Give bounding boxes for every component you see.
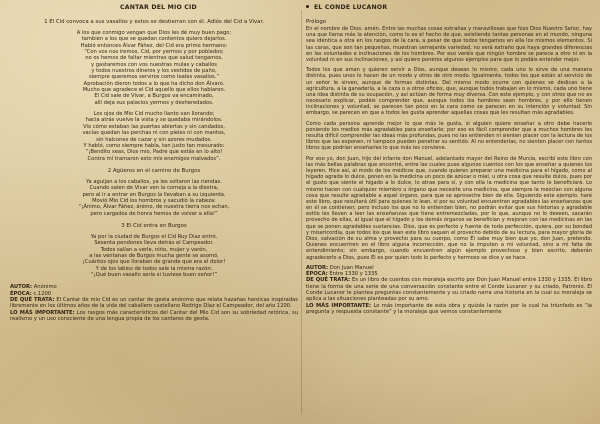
left-topic-line	[10, 297, 298, 310]
right-important-value: Lo más importante de esta obra y quizás la razón por la cual ha triunfado es “la pregunta y respuesta constante” y la moraleja que vemos constantemente	[306, 302, 592, 315]
right-epoch-label: ÉPOCA:	[306, 271, 328, 278]
verse-line: Habló entonces Álvar Fáñez, del Cid era primo hermano:	[80, 42, 228, 49]
verse-line: no os hemos de faltar mientras que salud tengamos,	[85, 55, 223, 62]
left-important-label: LO MÁS IMPORTANTE:	[10, 309, 75, 316]
verse-line: hacia atrás vuelve la vista y se quedaba mirándolos.	[85, 117, 223, 124]
right-topic-value: Es un libro de cuentos con moraleja escrito por Don Juan Manuel entre 1330 y 1335. El libro tiene la forma de una serie de una conversación constante entre el Conde Lucanor y su criado, Patronio. El Conde Lucanor le plantea preguntas constantemente y su criado narra una historia en la cual su moraleja se aplica a las situaciones planteadas por su amo.	[306, 277, 592, 303]
verse-line: Y de los labios de todos sale la misma razón:	[95, 265, 213, 272]
left-important-line	[10, 310, 298, 323]
verse-line: sin halcones de cazar y sin azores mudados.	[96, 136, 212, 143]
prologue-paragraph: Todos los que aman y quieren servir a Dios, aunque desean lo mismo, cada uno lo sirve de una manera distinta, pues unos lo hacen de un modo y otros de otro modo. Igualmente, todos los que están al servicio de un señor le sirven, aunque de formas distintas. Del mismo modo ocurre con quienes se dedican a la agricultura, a la ganadería, a la caza o a otros oficios, que, aunque todos trabajan en lo mismo, cada uno tiene una idea distinta de su ocupación, y así actúan de forma muy diversa. Con este ejemplo, y con otros que no es necesario explicar, podéis comprender que, aunque todos los hombres sean hombres, y por ello tienen inclinaciones y voluntad, se parecen tan poco en la cara como se parecen en su intención y voluntad. Sin embargo, se parecen en que a todos les gusta aprender aquellas cosas que les resultan más agradables.	[306, 67, 592, 117]
right-author-value: Don Juan Manuel	[329, 264, 374, 271]
right-column	[306, 4, 592, 420]
verse-line: Contra mí tramaron esto mis enemigos malvados”.	[87, 155, 221, 162]
left-metadata	[10, 284, 298, 322]
verse-line: Aprobación dieron todos a lo que ha dicho don Álvaro.	[83, 80, 225, 87]
verse-line: A los que conmigo vengan que Dios les dé muy buen pago;	[76, 30, 232, 36]
prologue-paragraph: En el nombre de Dios: amén. Entre las muchas cosas extrañas y maravillosas que hizo Dios Nuestro Señor, hay una que llama más la atención, como lo es el hecho de que, existiendo tantas personas en el mundo, ninguna sea idéntica a otra en los rasgos de la cara, a pesar de que todos tengamos en ella los mismos elementos. Si las caras, que son tan pequeñas, muestran semejante variedad, no será extraño que haya grandes diferencias en las voluntades e inclinaciones de los hombres. Por eso veréis que ningún hombre se parece a otro ni en la voluntad ni en sus inclinaciones, y así quiero poneros algunos ejemplos para que lo podáis entender mejor.	[306, 26, 592, 63]
verse-line: El Cid sale de Vivar, a Burgos va encaminado,	[94, 93, 214, 100]
verse-line: Vio cómo estaban las puertas abiertas y sin candados,	[83, 123, 225, 130]
left-topic-value: El Cantar de mio Cid es un cantar de gesta anónimo que relata hazañas heroicas inspiradas libremente en los últimos años de la vida del caballero castellano Rodrigo Díaz el Campeador, del año 1200.	[10, 296, 298, 310]
prologue-body	[306, 26, 592, 261]
verse-line: Los ojos de Mio Cid mucho llanto van llorando;	[93, 111, 215, 118]
right-important-label: LO MÁS IMPORTANTE:	[306, 302, 372, 309]
left-important-value: Los rasgos más característicos del Cantar del Mio Cid son su sobriedad retórica, su realismo y un uso consciente de una lengua propia de los cantares de gesta.	[10, 309, 298, 322]
prologue-label: Prólogo	[306, 19, 327, 25]
verse-line: pero al ir a entrar en Burgos la llevaban a su izquierda.	[82, 191, 226, 198]
right-column-title	[306, 4, 592, 11]
left-column-title: CANTAR DEL MIO CID	[120, 4, 197, 11]
verse-line: y gastaremos con vos nuestras mulas y caballos	[91, 61, 217, 68]
verse-line: “¡Qué buen vasallo sería si tuviese buen señor!”	[90, 272, 218, 278]
left-epoch-value: c.1200	[33, 290, 52, 297]
verse-block	[10, 30, 298, 162]
verse-line: Mucho que agradece el Cid aquello que ellos hablaron.	[82, 87, 226, 94]
bullet-icon	[306, 5, 309, 8]
verse-line: también a los que se quedan contentos quiero dejarlos.	[81, 36, 227, 43]
verse-block	[10, 234, 298, 278]
verse-line: “Con vos nos iremos, Cid, por yermos y por poblados;	[84, 49, 224, 56]
verse-line: ¡Cuántos ojos que lloraban de grande que era el dolor!	[82, 259, 226, 266]
right-epoch-value: Entre 1330 y 1335	[329, 271, 378, 278]
left-epoch-label: ÉPOCA:	[10, 290, 32, 297]
left-author-label: AUTOR:	[10, 284, 33, 291]
verse-line: Y habló, como siempre habla, tan justo tan mesurado:	[83, 142, 225, 149]
right-author-label: AUTOR:	[306, 264, 329, 271]
verse-block	[10, 179, 298, 217]
verse-line: siempre queremos serviros como leales vasallos.”	[88, 74, 220, 81]
verse-line: Todos salían a verle, niño, mujer y varón,	[100, 246, 208, 253]
verse-line: allí deja sus palacios yermos y desheredados.	[94, 99, 214, 106]
prologue-paragraph: Por eso yo, don Juan, hijo del infante don Manuel, adelantado mayor del Reino de Murcia, escribí este libro con las más bellas palabras que encontré, entre las cuales puse algunos cuentos con los que enseñar a quienes los leyeren. Hice así, al modo de los médicos que, cuando quieren preparar una medicina para el hígado, como al hígado agrada lo dulce, ponen en la medicina un poco de azúcar o miel, u otra cosa que resulte dulce, pues por el gusto que siente el hígado a lo dulce, lo atrae para sí, y con ella la medicina que tanto le beneficiará. Lo mismo hacen con cualquier miembro u órgano que necesite una medicina, que siempre la mezclan con alguna cosa que resulte agradable a aquel órgano, para que se aproveche bien de ella. Siguiendo este ejemplo, haré este libro, que resultará útil para quienes lo lean, si por su voluntad encuentran agradables las enseñanzas que en él se contienen; pero incluso los que no lo entiendan bien, no podrán evitar que sus historias y agradable estilo les lleven a leer las enseñanzas que tiene entremezcladas, por lo que, aunque no lo deseen, sacarán provecho de ellas, al igual que el hígado y los demás órganos se benefician y mejoran con las medicinas en las que se ponen agradables sustancias. Dios, que es perfecto y fuente de toda perfección, quiera, por su bondad y misericordia, que todos los que lean este libro saquen el provecho debido de su lectura, para mayor gloria de Dios, salvación de su alma y provecho para su cuerpo, como Él sabe muy bien que yo, don Juan, pretendo. Quienes encuentren en el libro alguna incorrección, que no la imputen a mi voluntad, sino a mi falta de entendimiento; sin embargo, cuando encuentren algún ejemplo provechoso y bien escrito, deberán agradecerlo a Dios, pues Él es por quien todo lo perfecto y hermoso se dice y se hace.	[306, 155, 592, 261]
section-heading: 1 El Cid convoca a sus vasallos y estos se destierran con él. Adiós del Cid a Vivar.	[44, 19, 264, 25]
right-metadata	[306, 265, 592, 315]
verse-line: Ya aguijan a los caballos, ya les soltaron las riendas.	[86, 178, 222, 185]
verse-line: Cuando salen de Vivar ven la corneja a la diestra,	[89, 185, 219, 192]
verse-line: “¡Bendito seas, Dios mío, Padre que estás en lo alto!	[85, 149, 223, 156]
section-heading: 2 Agüeros en el camino de Burgos	[107, 167, 201, 174]
verse-line: “¡Ánimo, Álvar Fáñez, ánimo, de nuestra tierra nos echan,	[78, 204, 230, 211]
verse-line: y todos nuestros dineros y los vestidos de paño,	[91, 68, 217, 75]
right-title-text: EL CONDE LUCANOR	[314, 4, 388, 11]
left-column	[10, 4, 298, 420]
verse-line: Sesenta pendones lleva detrás el Campeador.	[94, 240, 214, 247]
column-divider	[301, 10, 302, 414]
section-heading: 3 El Cid entra en Burgos	[121, 222, 187, 229]
verse-line: Ya por la ciudad de Burgos el Cid Ruy Díaz entró.	[90, 233, 218, 240]
verse-line: pero cargados de honra hemos de volver a ella!”	[90, 210, 218, 217]
right-topic-line	[306, 277, 592, 302]
left-author-value: Anónimo	[33, 284, 57, 291]
right-topic-label: DE QUÉ TRATA:	[306, 277, 351, 284]
verse-line: Movió Mio Cid los hombros y sacudió la cabeza:	[92, 197, 216, 204]
prologue-paragraph: Como cada persona aprende mejor lo que más le gusta, si alguien quiere enseñar a otro debe hacerlo poniendo los medios más agradables para enseñarle; por eso es fácil comprender que a muchos hombres les resulta difícil comprender las ideas más profundas, pues no las entienden ni sienten placer con la lectura de los libros que las exponen, ni tampoco pueden penetrar su sentido. Al no entenderlas, no sienten placer con tantos libros que podrían enseñarles lo que más les conviene.	[306, 120, 592, 152]
left-sections	[10, 19, 298, 278]
right-important-line	[306, 303, 592, 316]
left-topic-label: DE QUÉ TRATA:	[10, 296, 55, 303]
verse-line: a las ventanas de Burgos mucha gente se asomó.	[89, 252, 219, 259]
verse-line: vacías quedan las perchas ni con pieles ni con mantos,	[82, 130, 226, 137]
